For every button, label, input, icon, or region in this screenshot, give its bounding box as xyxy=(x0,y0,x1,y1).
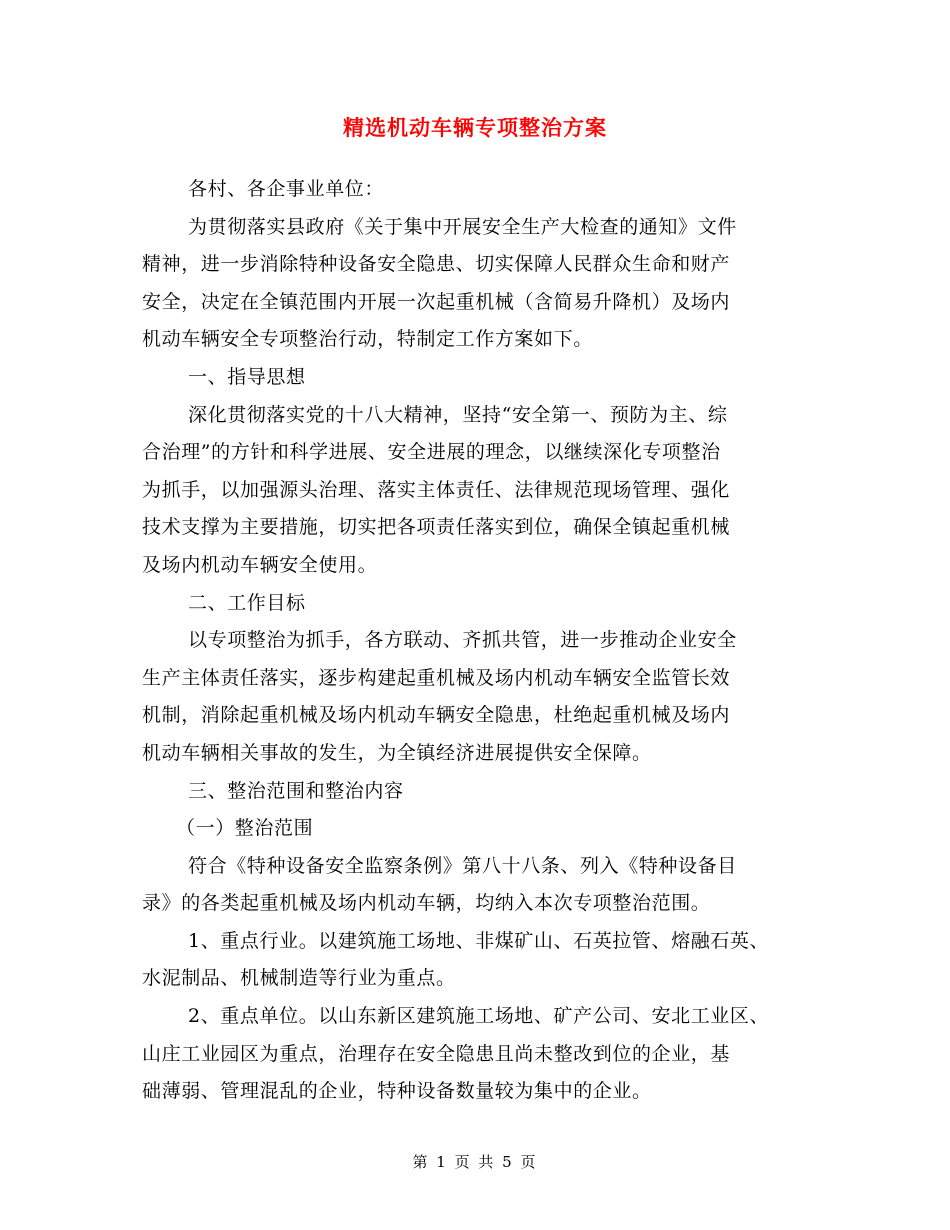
text-line: 一、指导思想 xyxy=(188,365,306,388)
section-heading-1 xyxy=(142,359,826,397)
key-industry-paragraph xyxy=(142,923,826,998)
section-heading-2 xyxy=(142,585,826,623)
subsection-heading xyxy=(142,810,826,848)
text-line: 符合《特种设备安全监察条例》第八十八条、列入《特种设备目 xyxy=(188,854,737,877)
text-line: 录》的各类起重机械及场内机动车辆，均纳入本次专项整治范围。 xyxy=(142,892,711,915)
text-line: 2、重点单位。以山东新区建筑施工场地、矿产公司、安北工业区、 xyxy=(188,1005,770,1028)
text-line: 机动车辆相关事故的发生，为全镇经济进展提供安全保障。 xyxy=(142,741,652,764)
document-body xyxy=(142,171,826,1111)
text-line: 三、整治范围和整治内容 xyxy=(188,779,404,802)
text-line: 各村、各企事业单位： xyxy=(188,178,385,200)
page-footer: 第 1 页 共 5 页 xyxy=(412,1153,538,1171)
text-line: 二、工作目标 xyxy=(188,591,306,614)
text-line: 生产主体责任落实，逐步构建起重机械及场内机动车辆安全监管长效 xyxy=(142,666,731,689)
intro-paragraph xyxy=(142,209,826,359)
salutation xyxy=(142,171,826,209)
text-line: 山庄工业园区为重点，治理存在安全隐患且尚未整改到位的企业，基 xyxy=(142,1042,731,1065)
key-unit-paragraph xyxy=(142,998,826,1111)
text-line: 精神，进一步消除特种设备安全隐患、切实保障人民群众生命和财产 xyxy=(142,253,731,276)
text-line: 以专项整治为抓手，各方联动、齐抓共管，进一步推动企业安全 xyxy=(188,629,737,652)
document-title: 精选机动车辆专项整治方案 xyxy=(343,115,607,140)
text-line: 机动车辆安全专项整治行动，特制定工作方案如下。 xyxy=(142,328,593,351)
text-line: 技术支撑为主要措施，切实把各项责任落实到位，确保全镇起重机械 xyxy=(142,516,731,539)
scope-paragraph xyxy=(142,848,826,923)
guiding-ideology-paragraph xyxy=(142,397,826,585)
text-line: 为贯彻落实县政府《关于集中开展安全生产大检查的通知》文件 xyxy=(188,215,737,238)
text-line: 合治理”的方针和科学进展、安全进展的理念，以继续深化专项整治 xyxy=(142,441,721,464)
text-line: 安全，决定在全镇范围内开展一次起重机械（含简易升降机）及场内 xyxy=(142,290,731,313)
work-goal-paragraph xyxy=(142,622,826,772)
text-line: 1、重点行业。以建筑施工场地、非煤矿山、石英拉管、熔融石英、 xyxy=(188,929,770,952)
text-line: 础薄弱、管理混乱的企业，特种设备数量较为集中的企业。 xyxy=(142,1080,652,1103)
text-line: 及场内机动车辆安全使用。 xyxy=(142,553,378,576)
text-line: 深化贯彻落实党的十八大精神，坚持“安全第一、预防为主、综 xyxy=(188,403,728,426)
section-heading-3 xyxy=(142,773,826,811)
text-line: 为抓手，以加强源头治理、落实主体责任、法律规范现场管理、强化 xyxy=(142,478,731,501)
text-line: 机制，消除起重机械及场内机动车辆安全隐患，杜绝起重机械及场内 xyxy=(142,704,731,727)
text-line: 水泥制品、机械制造等行业为重点。 xyxy=(142,967,456,990)
text-line: （一）整治范围 xyxy=(176,817,314,840)
